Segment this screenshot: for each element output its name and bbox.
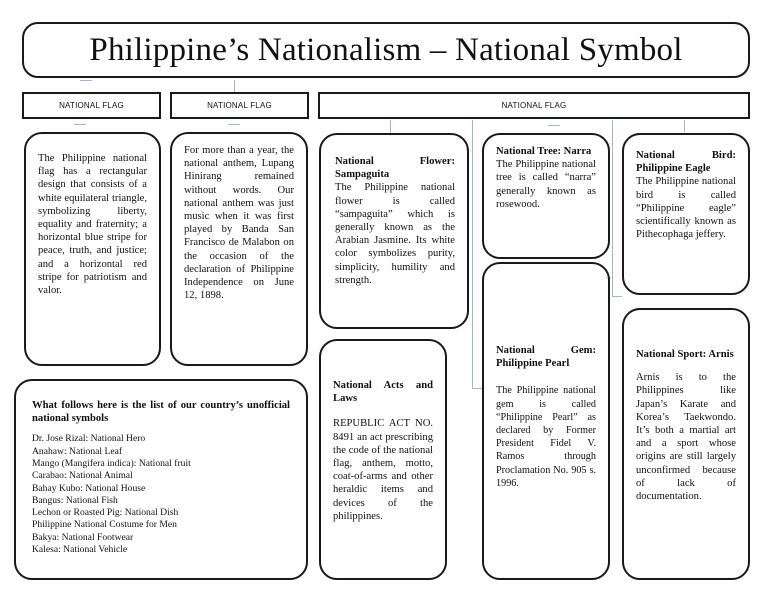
national-anthem-text: For more than a year, the national anthem, Lupang Hinirang remained without words. Our national anthem was just music when it was first played by Banda San Francisco de Malabon on the occasion of the declaration of Philippine Independence on June 12, 1898. [184, 145, 294, 302]
national-acts-heading: National Acts and Laws [333, 380, 433, 405]
header-national-flag-1: NATIONAL FLAG [22, 92, 161, 119]
national-tree-box [482, 133, 610, 259]
list-item: Anahaw: National Leaf [32, 445, 123, 457]
national-gem-text: The Philippine national gem is called “Philippine Pearl” as declared by Former President Fidel V. Ramos through Proclamation No. 905 s. 1996. [496, 385, 596, 489]
national-bird-box [622, 133, 750, 295]
national-tree-heading: National Tree: Narra [496, 146, 592, 157]
unofficial-symbols-box [14, 379, 308, 580]
page-title: Philippine’s Nationalism – National Symbol [22, 22, 750, 78]
national-gem-box [482, 262, 610, 580]
national-gem-heading: National Gem: Philippine Pearl [496, 345, 596, 370]
national-tree-text: The Philippine national tree is called “narra” generally known as rosewood. [496, 159, 596, 210]
list-item: Bakya: National Footwear [32, 531, 134, 543]
connector-line [234, 80, 235, 92]
header-national-flag-3: NATIONAL FLAG [318, 92, 750, 119]
connector-line [612, 120, 613, 296]
national-flower-heading: National Flower: Sampaguita [335, 156, 455, 181]
list-item: Kalesa: National Vehicle [32, 544, 128, 556]
connector-line [472, 388, 482, 389]
list-item: Bahay Kubo: National House [32, 482, 146, 494]
connector-line [74, 124, 86, 125]
unofficial-symbols-list [32, 433, 290, 556]
national-sport-box [622, 308, 750, 580]
list-item: Mango (Mangifera indica): National fruit [32, 458, 191, 469]
connector-line [612, 296, 622, 297]
header-national-flag-2: NATIONAL FLAG [170, 92, 309, 119]
connector-line [390, 120, 391, 134]
national-anthem-box [170, 132, 308, 366]
list-item: Bangus: National Fish [32, 494, 118, 506]
connector-line [80, 80, 92, 81]
list-item: Lechon or Roasted Pig: National Dish [32, 507, 179, 519]
list-item: Carabao: National Animal [32, 470, 133, 482]
national-flower-box [319, 133, 469, 329]
national-sport-text: Arnis is to the Philippines like Japan’s Karate and Korea’s Taekwondo. It’s both a martial art and a sport whose origins are still largely unconfirmed because of lack of documentation. [636, 372, 736, 503]
national-bird-heading: National Bird: Philippine Eagle [636, 150, 736, 175]
national-flag-text: The Philippine national flag has a rectangular design that consists of a white equilateral triangle, symbolizing liberty, equality and fraternity; a horizontal blue stripe for peace, truth, and justice; and a horizontal red stripe for patriotism and valor. [38, 153, 147, 297]
connector-line [548, 125, 560, 126]
connector-line [472, 120, 473, 388]
national-flower-text: The Philippine national flower is called “sampaguita” which is generally known as the Arabian Jasmine. Its white color symbolizes purity, simplicity, humility and strength. [335, 182, 455, 286]
list-item: Dr. Jose Rizal: National Hero [32, 433, 146, 445]
list-item: Philippine National Costume for Men [32, 519, 177, 531]
national-bird-text: The Philippine national bird is called “Philippine eagle” scientifically known as Pithecophaga jeffery. [636, 176, 736, 241]
national-acts-text: REPUBLIC ACT NO. 8491 an act prescribing the code of the national flag, anthem, motto, coat-of-arms and other heraldic items and devices of the philippines. [333, 418, 433, 522]
connector-line [684, 120, 685, 132]
connector-line [228, 124, 240, 125]
national-acts-box [319, 339, 447, 580]
national-flag-box [24, 132, 161, 366]
unofficial-symbols-heading: What follows here is the list of our country’s unofficial national symbols [32, 400, 290, 425]
national-sport-heading: National Sport: Arnis [636, 349, 734, 360]
